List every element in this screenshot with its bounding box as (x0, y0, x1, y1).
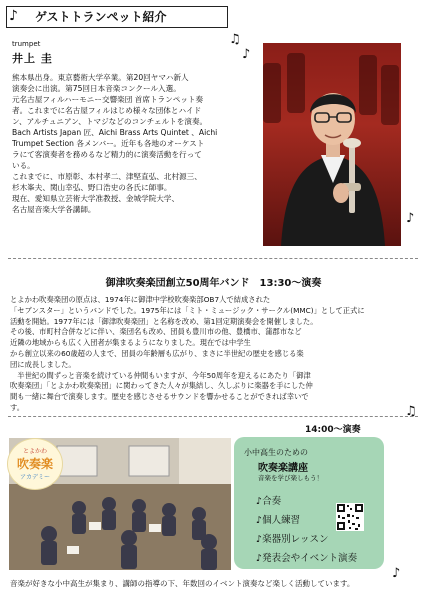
guest-role: trumpet (12, 40, 41, 48)
music-note-icon: ♪ (242, 47, 251, 62)
bio-line: ラにて客演奏者を務めるなど精力的に演奏活動を行って (12, 150, 202, 159)
band-text-line: 半世紀の間ずっと音楽を続けている仲間もいますが、今年50周年を迎えるにあたり「御津 (10, 370, 311, 380)
band-text-line: す。 (10, 402, 25, 412)
academy-time: 14:00～演奏 (305, 425, 361, 435)
music-note-icon: ♫ (405, 404, 417, 419)
music-note-icon: ♪ (9, 8, 18, 24)
band-text-line: 団に成長しました。 (10, 359, 76, 369)
activity-item: ♪楽器別レッスン (256, 534, 329, 545)
logo-line: アカデミー (20, 474, 50, 481)
bio-line: 現在、愛知県立芸術大学准教授、金城学院大学、 (12, 194, 180, 203)
bio-line: 者。これまでに名古屋フィルはじめ様々な団体とハイド (12, 106, 202, 115)
music-note-icon: ♫ (229, 32, 241, 47)
bio-line: 演奏会に出演。第75回日本音楽コンクール入選。 (12, 84, 181, 93)
guest-portrait-photo (263, 43, 401, 246)
bio-line: Bach Artists Japan 匠、Aichi Brass Arts Quintet 、Aichi (12, 128, 218, 137)
logo-line: とよかわ (22, 448, 47, 455)
section-title-box (6, 6, 228, 28)
music-note-icon: ♪ (392, 566, 401, 581)
section-title: ゲストトランペット紹介 (35, 10, 167, 24)
band-text-line: 「セブンスター」というバンドでした。1975年には「ミト・ミュージック・サークル(MMC)」として正式に (10, 305, 365, 315)
academy-info-panel (234, 437, 384, 569)
band-text-line: その後、市町村合併などに伴い、楽団名も改め、団員も豊川市の他、豊橋市、蒲郡市など (10, 327, 302, 337)
band-text-line: 吹奏楽団」「とよかわ吹奏楽団」に関わってきた人々が集結し、久しぶりに楽器を手にした仲 (10, 381, 313, 391)
bio-line: ン、アルチュニアン、トマジなどのコンチェルトを演奏。 (12, 117, 208, 126)
bio-line: 元名古屋フィルハーモニー交響楽団 首席トランペット奏 (12, 95, 204, 104)
band-text-line: から創立以来の60歳超の人まで、団員の年齢層も広がり、まさに半世紀の歴史を感じる楽 (10, 348, 304, 358)
bio-line: これまでに、市原彰、本村孝二、津堅直弘、北村源三、 (12, 172, 202, 181)
academy-logo (7, 438, 63, 490)
bio-line: 杉木峯夫、関山幸弘、野口浩史の各氏に師事。 (12, 183, 172, 192)
band-description (10, 295, 415, 414)
band-text-line: 活動を開始。1977年には「御津吹奏楽団」と名称を改め、第1回定期演奏会を開催しました。 (10, 316, 318, 326)
academy-subtitle: 音楽を学び楽しもう！ (258, 474, 323, 482)
bio-line: 名古屋音楽大学各講師。 (12, 205, 96, 214)
section-divider (8, 258, 418, 259)
music-note-icon: ♪ (406, 211, 415, 226)
footer-text: 音楽が好きな小中高生が集まり、講師の指導の下、年数回のイベント演奏など楽しく活動しています。 (10, 579, 355, 588)
qr-code-icon[interactable] (336, 503, 364, 531)
activity-item: ♪個人練習 (256, 515, 301, 526)
band-text-line: とよかわ吹奏楽団の原点は、1974年に御津中学校吹奏楽部OB7人で結成された (10, 295, 271, 304)
section-divider (8, 416, 418, 417)
academy-title: 吹奏楽講座 (258, 463, 308, 474)
activity-item: ♪合奏 (256, 496, 282, 507)
bio-line: Trumpet Section 各メンバー。近年も各地のオーケスト (12, 139, 205, 148)
band-section-title: 御津吹奏楽団創立50周年バンド 13:30～演奏 (105, 278, 322, 289)
activity-item: ♪発表会やイベント演奏 (256, 553, 358, 564)
bio-line: 熊本県出身。東京藝術大学卒業。第20回ヤマハ新人 (12, 73, 189, 82)
guest-bio (12, 72, 262, 215)
guest-name: 井上 圭 (12, 52, 53, 65)
logo-line: 吹奏楽 (16, 457, 53, 471)
band-text-line: 間も一緒に舞台で演奏します。歴史を感じさせるサウンドを響かせることができれば幸いで (10, 392, 309, 402)
academy-intro: 小中高生のための (244, 448, 308, 457)
band-text-line: 近隣の地域からも広く入団者が集まるようになりました。現在では中学生 (10, 338, 251, 348)
bio-line: いる。 (12, 161, 35, 170)
